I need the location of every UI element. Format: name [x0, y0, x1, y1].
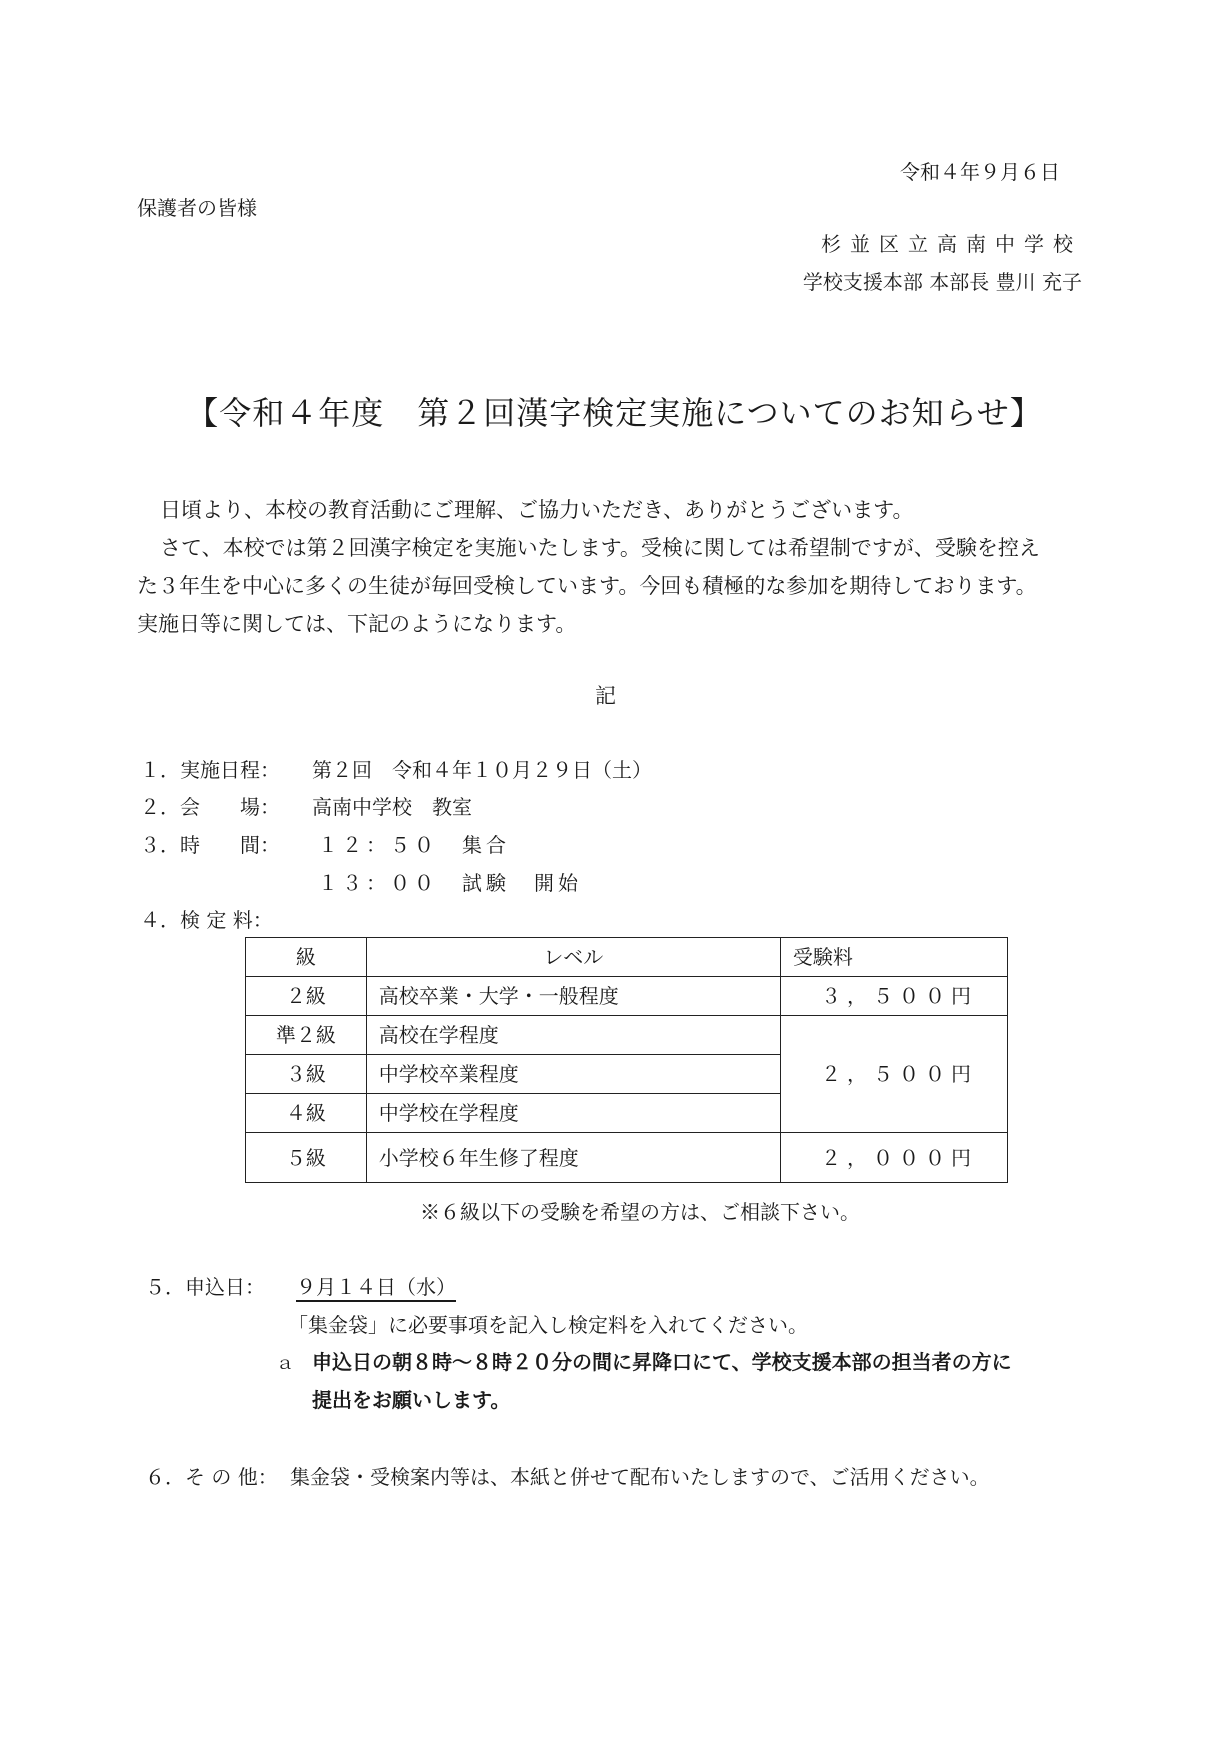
intro-line-3: た３年生を中心に多くの生徒が毎回受検しています。今回も積極的な参加を期待しております。	[137, 574, 1037, 598]
apply-note-3: 提出をお願いします。	[312, 1388, 511, 1412]
time-value-2: １３：００ 試験 開始	[318, 871, 582, 895]
fee-cell: ３，５００円	[780, 977, 1007, 1016]
grade-cell: ５級	[246, 1133, 367, 1183]
level-cell: 小学校６年生修了程度	[366, 1133, 780, 1183]
apply-note-2: 申込日の朝８時～８時２０分の間に昇降口にて、学校支援本部の担当者の方に	[312, 1350, 1012, 1374]
other-label: ６．そ の 他：	[145, 1465, 278, 1489]
apply-note-1: 「集金袋」に必要事項を記入し検定料を入れてください。	[288, 1313, 808, 1337]
other-value: 集金袋・受検案内等は、本紙と併せて配布いたしますので、ご活用ください。	[290, 1465, 990, 1489]
head-person: 学校支援本部 本部長 豊川 充子	[802, 270, 1082, 294]
grade-cell: 準２級	[246, 1016, 367, 1055]
level-cell: 高校卒業・大学・一般程度	[366, 977, 780, 1016]
header-level: レベル	[366, 938, 780, 977]
level-cell: 中学校卒業程度	[366, 1055, 780, 1094]
header-fee: 受験料	[780, 938, 1007, 977]
level-cell: 高校在学程度	[366, 1016, 780, 1055]
note-mark: ａ	[276, 1353, 294, 1374]
apply-date: ９月１４日（水）	[296, 1275, 456, 1299]
table-row	[246, 977, 1008, 1016]
school-name: 杉並区立高南中学校	[821, 232, 1082, 256]
table-header-row	[246, 938, 1008, 977]
schedule-value: 第２回 令和４年１０月２９日（土）	[312, 758, 652, 782]
recipient: 保護者の皆様	[137, 196, 257, 220]
fee-cell: ２，５００円	[780, 1016, 1007, 1133]
grade-cell: ４級	[246, 1094, 367, 1133]
table-row	[246, 1133, 1008, 1183]
fee-cell: ２，０００円	[780, 1133, 1007, 1183]
intro-line-2: さて、本校では第２回漢字検定を実施いたします。受検に関しては希望制ですが、受験を控え	[160, 536, 1040, 560]
venue-value: 高南中学校 教室	[312, 795, 472, 819]
time-value-1: １２：５０ 集合	[318, 833, 510, 857]
fee-table	[245, 937, 1008, 1183]
level-cell: 中学校在学程度	[366, 1094, 780, 1133]
header-grade: 級	[246, 938, 367, 977]
schedule-label: １．実施日程：	[140, 758, 280, 782]
table-note: ※６級以下の受験を希望の方は、ご相談下さい。	[420, 1200, 860, 1224]
ki-heading: 記	[595, 684, 616, 708]
page-title: 【令和４年度 第２回漢字検定実施についてのお知らせ】	[186, 394, 1043, 432]
venue-label: ２．会 場：	[140, 795, 280, 819]
table-row	[246, 1016, 1008, 1055]
grade-cell: ２級	[246, 977, 367, 1016]
grade-cell: ３級	[246, 1055, 367, 1094]
apply-label: ５．申込日：	[145, 1275, 265, 1299]
fee-label: ４．検 定 料：	[140, 908, 273, 932]
document-date: 令和４年９月６日	[900, 160, 1060, 184]
intro-line-1: 日頃より、本校の教育活動にご理解、ご協力いただき、ありがとうございます。	[160, 498, 914, 522]
intro-line-4: 実施日等に関しては、下記のようになります。	[137, 612, 577, 636]
time-label: ３．時 間：	[140, 833, 280, 857]
